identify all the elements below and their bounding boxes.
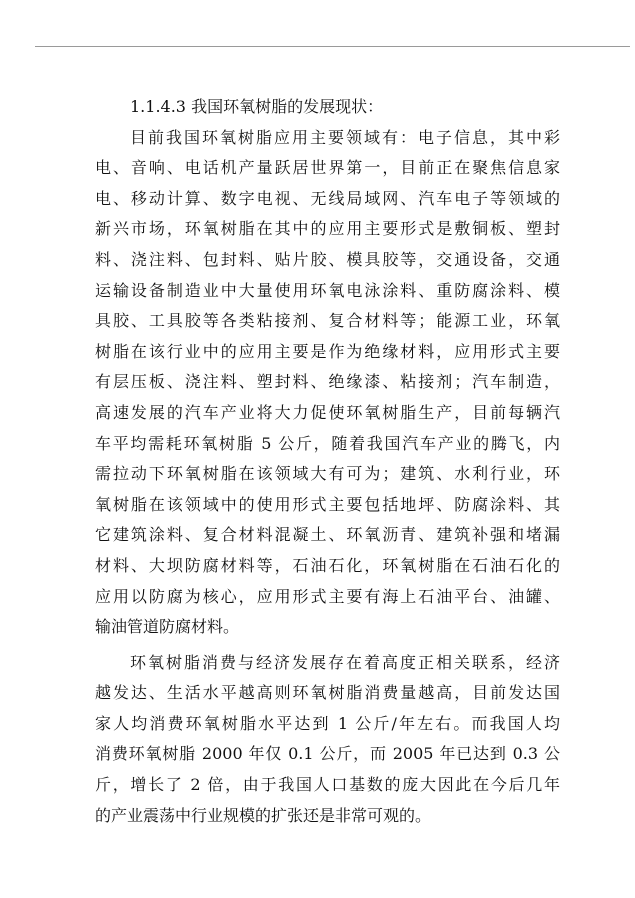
document-body bbox=[95, 92, 560, 831]
paragraph-line: 有层压板、浇注料、塑封料、绝缘漆、粘接剂；汽车制造， bbox=[95, 372, 560, 392]
paragraph-line: 氧树脂在该领域中的使用形式主要包括地坪、防腐涂料、其 bbox=[95, 494, 560, 514]
paragraph-line: 它建筑涂料、复合材料混凝土、环氧沥青、建筑补强和堵漏 bbox=[95, 525, 560, 545]
paragraph-line: 越发达、生活水平越高则环氧树脂消费量越高，目前发达国 bbox=[95, 683, 560, 703]
header-rule bbox=[35, 46, 630, 47]
paragraph-line: 料、浇注料、包封料、贴片胶、模具胶等，交通设备，交通 bbox=[95, 249, 560, 269]
paragraph-line: 斤，增长了 2 倍，由于我国人口基数的庞大因此在今后几年 bbox=[95, 775, 560, 795]
paragraph-line: 具胶、工具胶等各类粘接剂、复合材料等；能源工业，环氧 bbox=[95, 311, 560, 331]
paragraph-line: 环氧树脂消费与经济发展存在着高度正相关联系，经济 bbox=[130, 652, 560, 672]
paragraph-line: 目前我国环氧树脂应用主要领域有：电子信息，其中彩 bbox=[130, 127, 560, 147]
paragraph-line: 的产业震荡中行业规模的扩张还是非常可观的。 bbox=[95, 805, 432, 825]
section-heading: 1.1.4.3 我国环氧树脂的发展现状： bbox=[130, 97, 384, 116]
paragraph-line: 树脂在该行业中的应用主要是作为绝缘材料，应用形式主要 bbox=[95, 341, 560, 361]
paragraph-line: 电、音响、电话机产量跃居世界第一，目前正在聚焦信息家 bbox=[95, 158, 560, 178]
paragraph-line: 车平均需耗环氧树脂 5 公斤，随着我国汽车产业的腾飞，内 bbox=[95, 433, 560, 453]
paragraph-line: 消费环氧树脂 2000 年仅 0.1 公斤，而 2005 年已达到 0.3 公 bbox=[95, 744, 560, 764]
paragraph-line: 运输设备制造业中大量使用环氧电泳涂料、重防腐涂料、模 bbox=[95, 280, 560, 300]
paragraph-line: 需拉动下环氧树脂在该领域大有可为；建筑、水利行业，环 bbox=[95, 464, 560, 484]
paragraph-line: 家人均消费环氧树脂水平达到 1 公斤/年左右。而我国人均 bbox=[95, 713, 560, 733]
paragraph-line: 材料、大坝防腐材料等，石油石化，环氧树脂在石油石化的 bbox=[95, 555, 560, 575]
paragraph-line: 新兴市场，环氧树脂在其中的应用主要形式是敷铜板、塑封 bbox=[95, 219, 560, 239]
paragraph-line: 电、移动计算、数字电视、无线局域网、汽车电子等领域的 bbox=[95, 188, 560, 208]
paragraph-line: 应用以防腐为核心，应用形式主要有海上石油平台、油罐、 bbox=[95, 586, 560, 606]
paragraph-line: 输油管道防腐材料。 bbox=[95, 617, 240, 637]
paragraph-2 bbox=[95, 648, 560, 832]
paragraph-1 bbox=[95, 123, 560, 643]
paragraph-line: 高速发展的汽车产业将大力促使环氧树脂生产，目前每辆汽 bbox=[95, 402, 560, 422]
